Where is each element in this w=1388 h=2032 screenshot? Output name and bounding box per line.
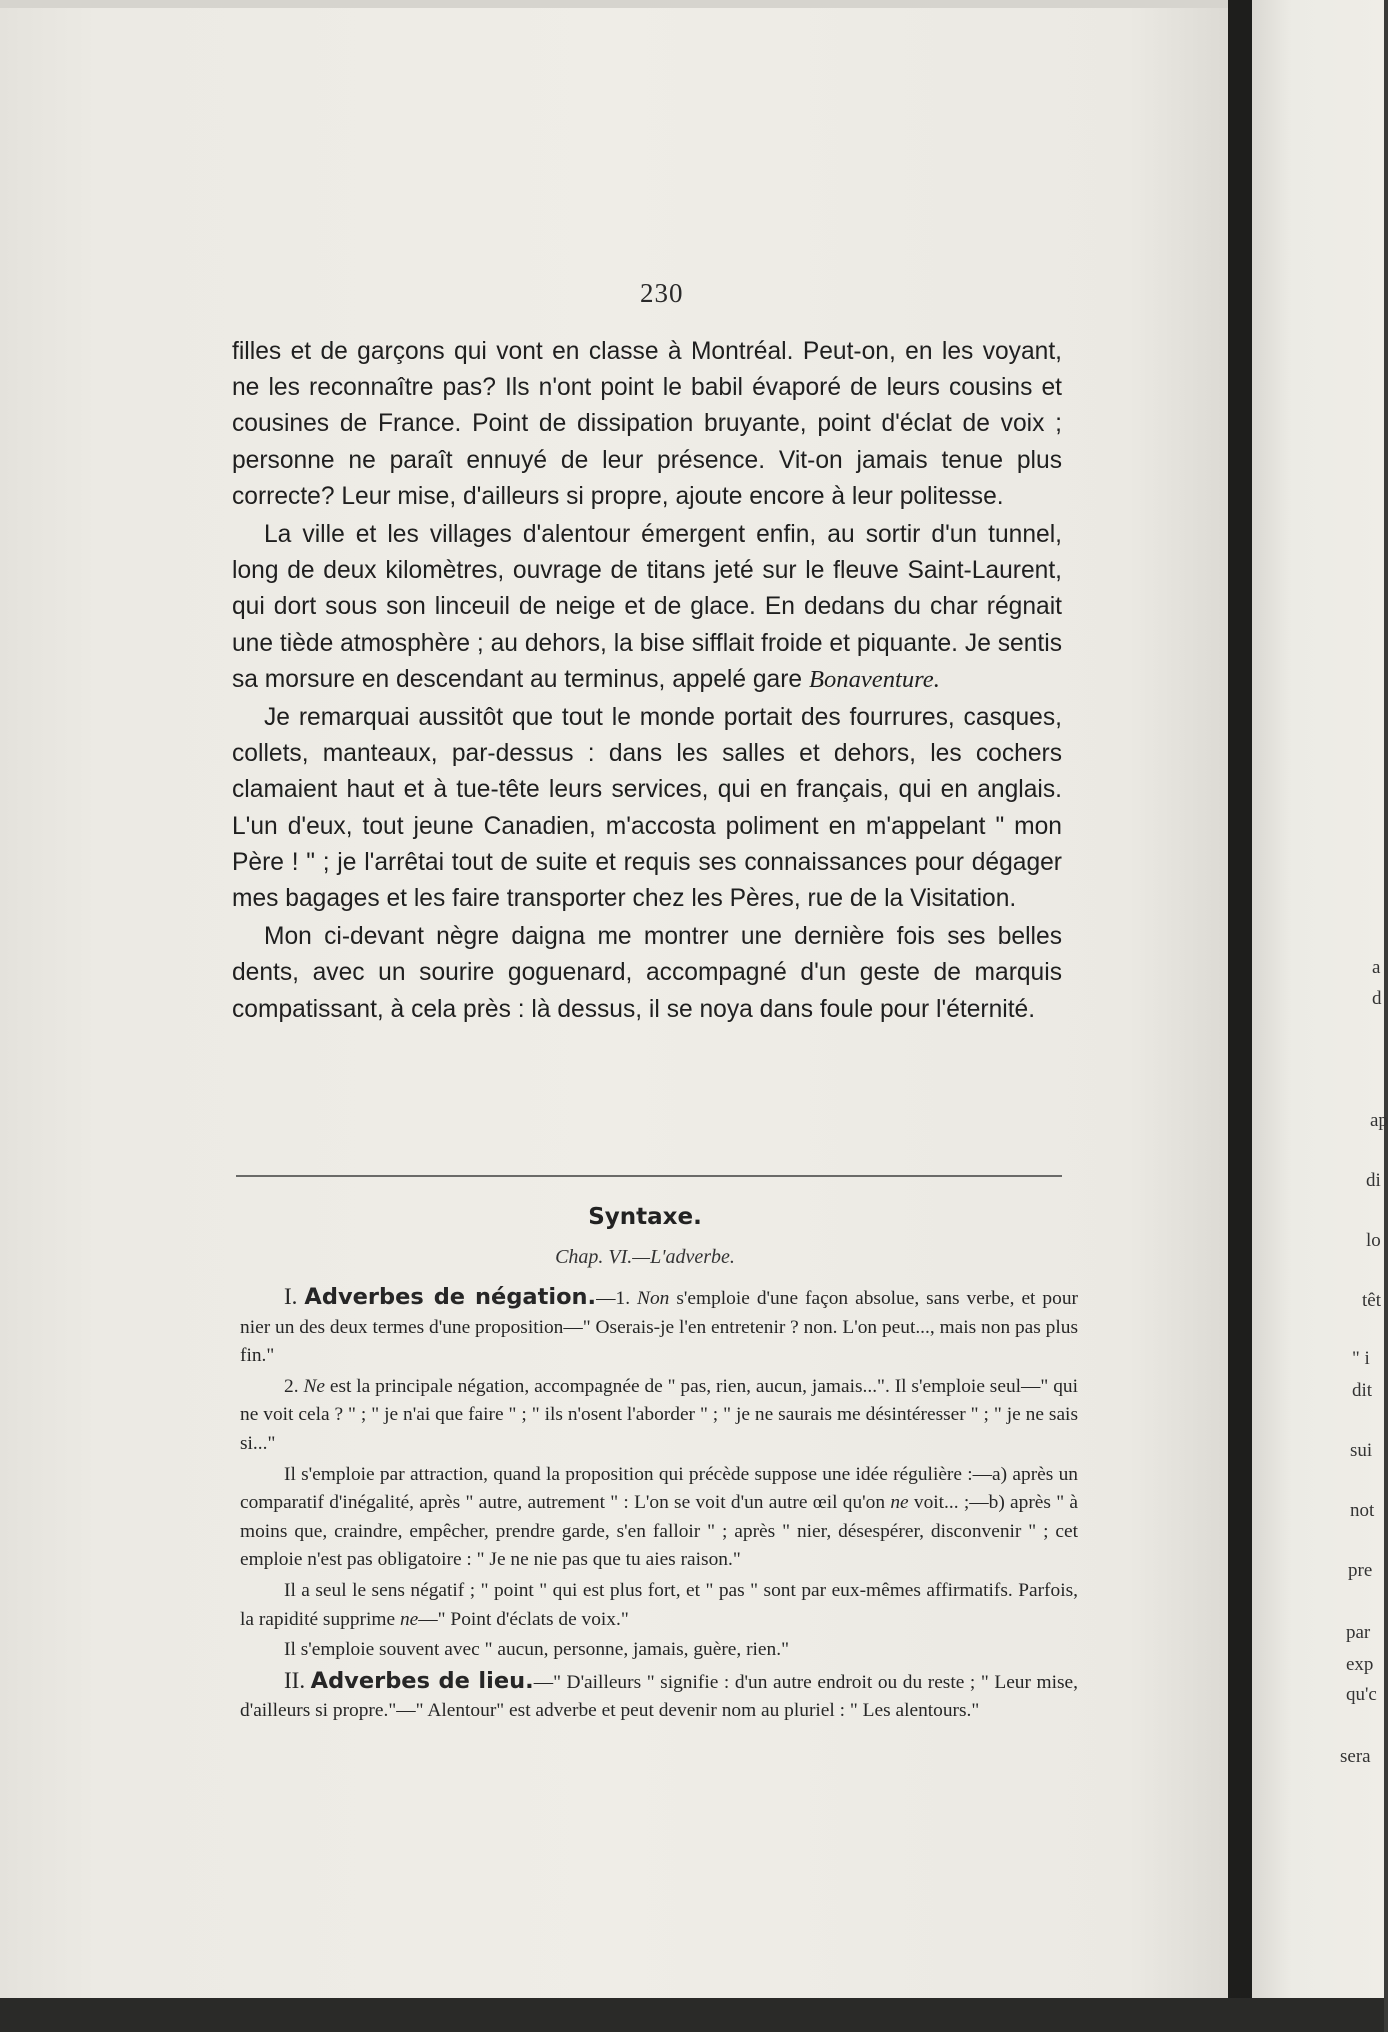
syntax-para-5: Il s'emploie souvent avec " aucun, personne, jamais, guère, rien."	[284, 1639, 789, 1661]
fragment: " i	[1352, 1348, 1370, 1369]
s1-text: s'emploie d'une façon absolue, sans verbe, et pour nier un des deux termes d'une proposition—" Oserais-je l'en entretenir ? non. L'on peut..., mais non pas plus fin."	[240, 1288, 1079, 1367]
fragment: têt	[1362, 1290, 1381, 1311]
fragment: exp	[1346, 1654, 1374, 1675]
syntax-para-3	[240, 1461, 1078, 1575]
fragment: d	[1372, 988, 1382, 1009]
syntax-para-2	[240, 1373, 1078, 1459]
gare-name: Bonaventure.	[808, 665, 940, 693]
syntax-para-1	[240, 1283, 1078, 1371]
s1-number: —1.	[596, 1288, 631, 1309]
roman-numeral-2: II.	[284, 1667, 306, 1693]
scan-bottom-edge	[0, 1998, 1384, 2032]
page-number: 230	[640, 278, 684, 308]
s4-text-b: —" Point d'éclats de voix."	[418, 1608, 629, 1630]
fragment: not	[1350, 1500, 1375, 1521]
fragment: sui	[1350, 1440, 1373, 1461]
s6-text: —" D'ailleurs " signifie : d'un autre endroit ou du reste ; " Leur mise, d'ailleurs si propre."—" Alentour" est adverbe et peut devenir nom au pluriel : " Les alentours."	[240, 1671, 1078, 1722]
s1-non: Non	[637, 1288, 670, 1309]
fragment: di	[1366, 1170, 1381, 1191]
section-title: Syntaxe.	[588, 1204, 702, 1230]
book-gutter	[1228, 0, 1252, 2032]
chapter-heading: Chap. VI.—L'adverbe.	[555, 1246, 735, 1268]
paragraph-2-text: La ville et les villages d'alentour émergent enfin, au sortir d'un tunnel, long de deux kilomètres, ouvrage de titans jeté sur le fleuve Saint-Laurent, qui dort sous son linceuil de neige et de glace. En dedans du char régnait une tiède atmosphère ; au dehors, la bise sifflait froide et piquante. Je sentis sa morsure en descendant au terminus, appelé gare	[232, 521, 1062, 693]
syntax-para-6	[240, 1667, 1078, 1726]
s2-text: est la principale négation, accompagnée de " pas, rien, aucun, jamais...". Il s'emploie seul—" qui ne voit cela ? " ; " je n'ai que faire " ; " ils n'osent l'aborder " ; " je ne saurais me désintéresser " ; " je ne sais si..."	[240, 1375, 1078, 1454]
paragraph-4: Mon ci-devant nègre daigna me montrer une dernière fois ses belles dents, avec un sourire goguenard, accompagné d'un geste de marquis compatissant, à cela près : là dessus, il se noya dans foule pour l'éternité.	[232, 923, 1062, 1023]
fragment: pre	[1348, 1560, 1373, 1581]
fragment: dit	[1352, 1380, 1373, 1401]
fragment: par	[1346, 1622, 1371, 1643]
fragment: lo	[1366, 1230, 1381, 1251]
s3-ne: ne	[890, 1492, 909, 1514]
section-divider	[236, 1175, 1062, 1177]
s4-text-a: Il a seul le sens négatif ; " point " qui est plus fort, et " pas " sont par eux-mêmes affirmatifs. Parfois, la rapidité supprime	[240, 1579, 1078, 1630]
fragment: sera	[1340, 1746, 1371, 1767]
s2-ne: Ne	[303, 1375, 325, 1397]
paragraph-3: Je remarquai aussitôt que tout le monde portait des fourrures, casques, collets, manteaux, par-dessus : dans les salles et dehors, les cochers clamaient haut et à tue-tête leurs services, qui en français, qui en anglais. L'un d'eux, tout jeune Canadien, m'accosta poliment en m'appelant " mon Père ! " ; je l'arrêtai tout de suite et requis ses connaissances pour dégager mes bagages et les faire transporter chez les Pères, rue de la Visitation.	[232, 704, 1062, 913]
paragraph-2	[232, 517, 1062, 698]
fragment: ap	[1370, 1110, 1388, 1131]
fragment: a	[1372, 957, 1381, 978]
fragment: qu'c	[1346, 1684, 1377, 1705]
s3-text-b: voit... ;—b) après " à moins que, craindre, empêcher, prendre garde, s'en falloir " ; après " nier, désespérer, disconvenir " ; cet emploie n'est pas obligatoire : " Je ne nie pas que tu aies raison."	[240, 1492, 1078, 1571]
s2-number: 2.	[284, 1375, 299, 1397]
heading-lieu: Adverbes de lieu.	[310, 1667, 534, 1694]
roman-numeral-1: I.	[284, 1284, 298, 1309]
syntax-text	[240, 1283, 1078, 1726]
heading-negation: Adverbes de négation.	[304, 1284, 597, 1310]
paragraph-1: filles et de garçons qui vont en classe à Montréal. Peut-on, en les voyant, ne les reconnaître pas? Ils n'ont point le babil évaporé de leurs cousins et cousines de France. Point de dissipation bruyante, point d'éclat de voix ; personne ne paraît ennuyé de leur présence. Vit-on jamais tenue plus correcte? Leur mise, d'ailleurs si propre, ajoute encore à leur politesse.	[232, 338, 1062, 510]
syntax-para-4	[240, 1577, 1078, 1634]
s3-text-a: Il s'emploie par attraction, quand la proposition qui précède suppose une idée régulière :—a) après un comparatif d'inégalité, après " autre, autrement " : L'on se voit d'un autre œil qu'on	[240, 1463, 1078, 1514]
narrative-text	[232, 334, 1062, 1028]
s4-ne: ne	[399, 1608, 419, 1630]
